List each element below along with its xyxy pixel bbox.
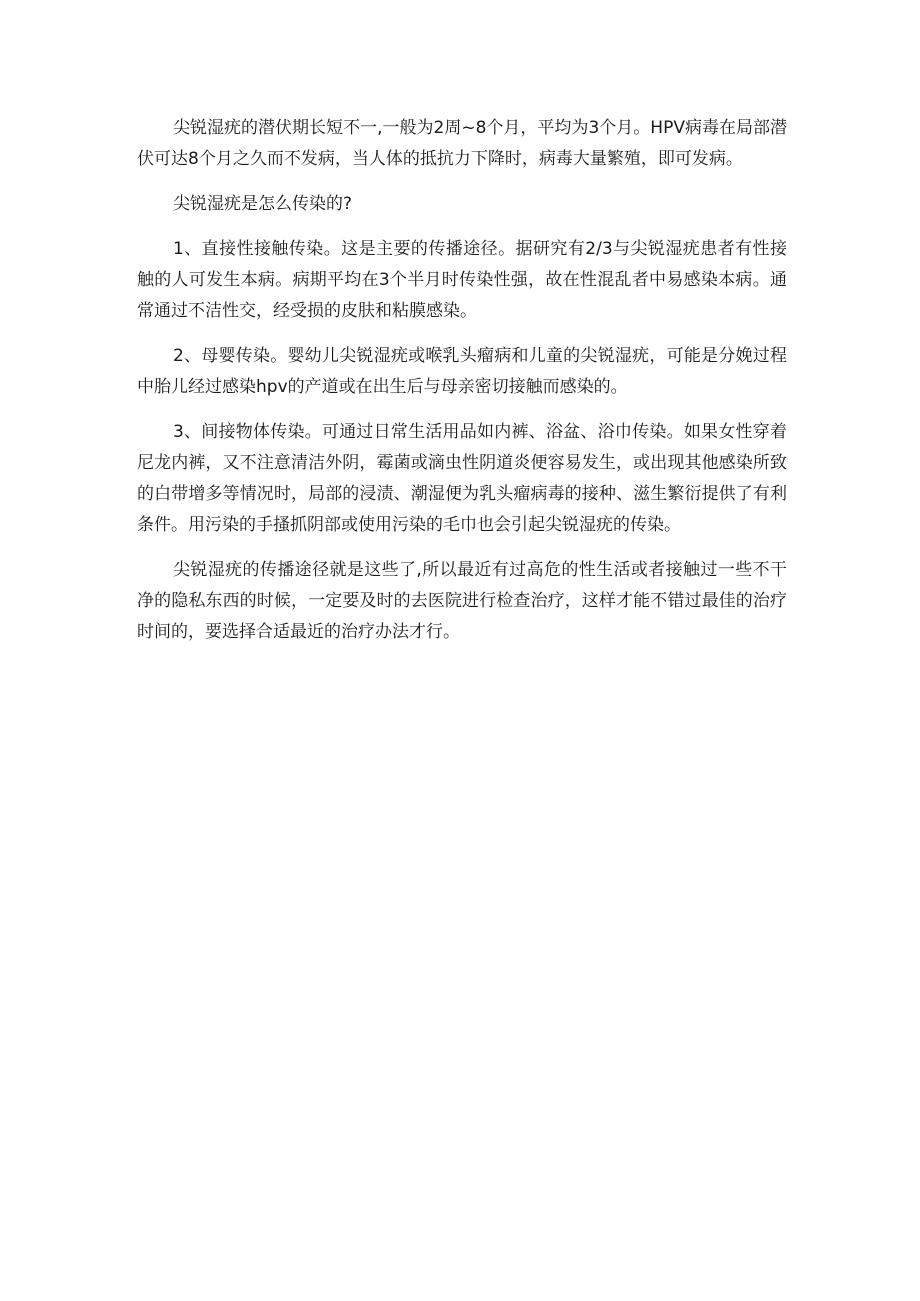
paragraph-direct-contact: 1、直接性接触传染。这是主要的传播途径。据研究有2/3与尖锐湿疣患者有性接触的人可发生本病。病期平均在3个半月时传染性强，故在性混乱者中易感染本病。通常通过不洁性交，经受损的皮肤和粘膜感染。 bbox=[137, 239, 787, 321]
paragraph-conclusion: 尖锐湿疣的传播途径就是这些了,所以最近有过高危的性生活或者接触过一些不干净的隐私东西的时候，一定要及时的去医院进行检查治疗，这样才能不错过最佳的治疗时间的，要选择合适最近的治疗办法才行。 bbox=[137, 560, 787, 642]
paragraph-mother-infant: 2、母婴传染。婴幼儿尖锐湿疣或喉乳头瘤病和儿童的尖锐湿疣，可能是分娩过程中胎儿经过感染hpv的产道或在出生后与母亲密切接触而感染的。 bbox=[137, 346, 787, 397]
paragraph-indirect-contact: 3、间接物体传染。可通过日常生活用品如内裤、浴盆、浴巾传染。如果女性穿着尼龙内裤，又不注意清洁外阴，霉菌或滴虫性阴道炎便容易发生，或出现其他感染所致的白带增多等情况时，局部的浸渍、潮湿便为乳头瘤病毒的接种、滋生繁衍提供了有利条件。用污染的手搔抓阴部或使用污染的毛巾也会引起尖锐湿疣的传染。 bbox=[137, 422, 787, 535]
paragraph-question: 尖锐湿疣是怎么传染的? bbox=[173, 194, 353, 214]
document-body bbox=[137, 113, 787, 662]
paragraph-incubation: 尖锐湿疣的潜伏期长短不一,一般为2周~8个月，平均为3个月。HPV病毒在局部潜伏可达8个月之久而不发病，当人体的抵抗力下降时，病毒大量繁殖，即可发病。 bbox=[137, 118, 787, 169]
